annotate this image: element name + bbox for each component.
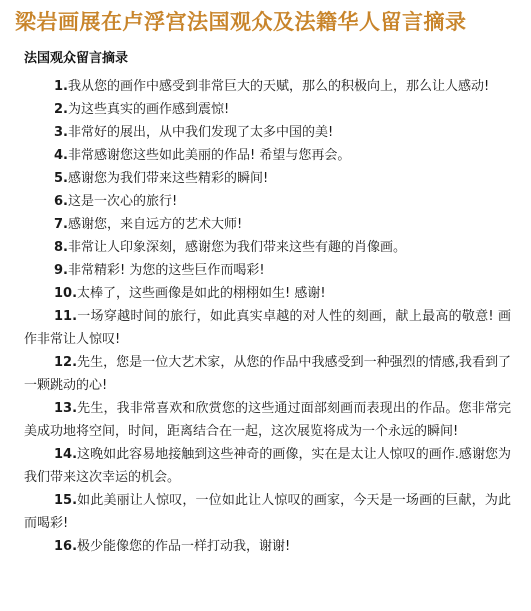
list-item [24, 351, 511, 397]
item-number: 2. [54, 102, 68, 117]
item-text: 如此美丽让人惊叹，一位如此让人惊叹的画家，今天是一场画的巨献，为此而喝彩! [24, 493, 511, 531]
list-item [24, 443, 511, 489]
list-item [24, 282, 511, 305]
list-item [24, 305, 511, 351]
item-text: 非常好的展出，从中我们发现了太多中国的美! [67, 125, 334, 140]
item-text: 为这些真实的画作感到震惊! [67, 102, 230, 117]
item-text: 一场穿越时间的旅行，如此真实卓越的对人性的刻画，献上最高的敬意! 画作非常让人惊叹! [24, 309, 511, 347]
list-item [24, 167, 511, 190]
list-item [24, 75, 511, 98]
list-item [24, 121, 511, 144]
list-item [24, 213, 511, 236]
item-text: 极少能像您的作品一样打动我，谢谢! [77, 539, 291, 554]
item-text: 我从您的画作中感受到非常巨大的天赋，那么的积极向上，那么让人感动! [67, 79, 490, 94]
list-item [24, 236, 511, 259]
item-number: 4. [54, 148, 68, 163]
item-number: 10. [54, 286, 78, 301]
list-item [24, 98, 511, 121]
list-item [24, 397, 511, 443]
item-number: 16. [54, 539, 78, 554]
item-number: 3. [54, 125, 68, 140]
item-text: 这是一次心的旅行! [67, 194, 178, 209]
item-text: 感谢您为我们带来这些精彩的瞬间! [67, 171, 269, 186]
item-number: 14. [54, 447, 78, 462]
list-item [24, 535, 511, 558]
item-text: 非常精彩! 为您的这些巨作而喝彩! [67, 263, 265, 278]
item-number: 13. [54, 401, 78, 416]
section-heading: 法国观众留言摘录 [24, 51, 129, 66]
item-number: 7. [54, 217, 68, 232]
item-text: 先生，我非常喜欢和欣赏您的这些通过面部刻画而表现出的作品。您非常完美成功地将空间，时间，距离结合在一起，这次展览将成为一个永远的瞬间! [24, 401, 511, 439]
item-number: 11. [54, 309, 78, 324]
item-number: 9. [54, 263, 68, 278]
item-text: 非常感谢您这些如此美丽的作品! 希望与您再会。 [67, 148, 351, 163]
item-text: 太棒了，这些画像是如此的栩栩如生! 感谢! [77, 286, 326, 301]
item-text: 先生，您是一位大艺术家，从您的作品中我感受到一种强烈的情感,我看到了一颗跳动的心! [24, 355, 511, 393]
item-number: 12. [54, 355, 78, 370]
page-title: 梁岩画展在卢浮宫法国观众及法籍华人留言摘录 [15, 10, 467, 34]
list-item [24, 489, 511, 535]
comment-list [24, 75, 511, 558]
list-item [24, 259, 511, 282]
item-number: 1. [54, 79, 68, 94]
list-item [24, 144, 511, 167]
item-text: 非常让人印象深刻，感谢您为我们带来这些有趣的肖像画。 [67, 240, 406, 255]
item-text: 这晚如此容易地接触到这些神奇的画像，实在是太让人惊叹的画作.感谢您为我们带来这次幸运的机会。 [24, 447, 511, 485]
item-number: 6. [54, 194, 68, 209]
item-number: 15. [54, 493, 78, 508]
item-number: 5. [54, 171, 68, 186]
item-number: 8. [54, 240, 68, 255]
item-text: 感谢您，来自远方的艺术大师! [67, 217, 243, 232]
list-item [24, 190, 511, 213]
